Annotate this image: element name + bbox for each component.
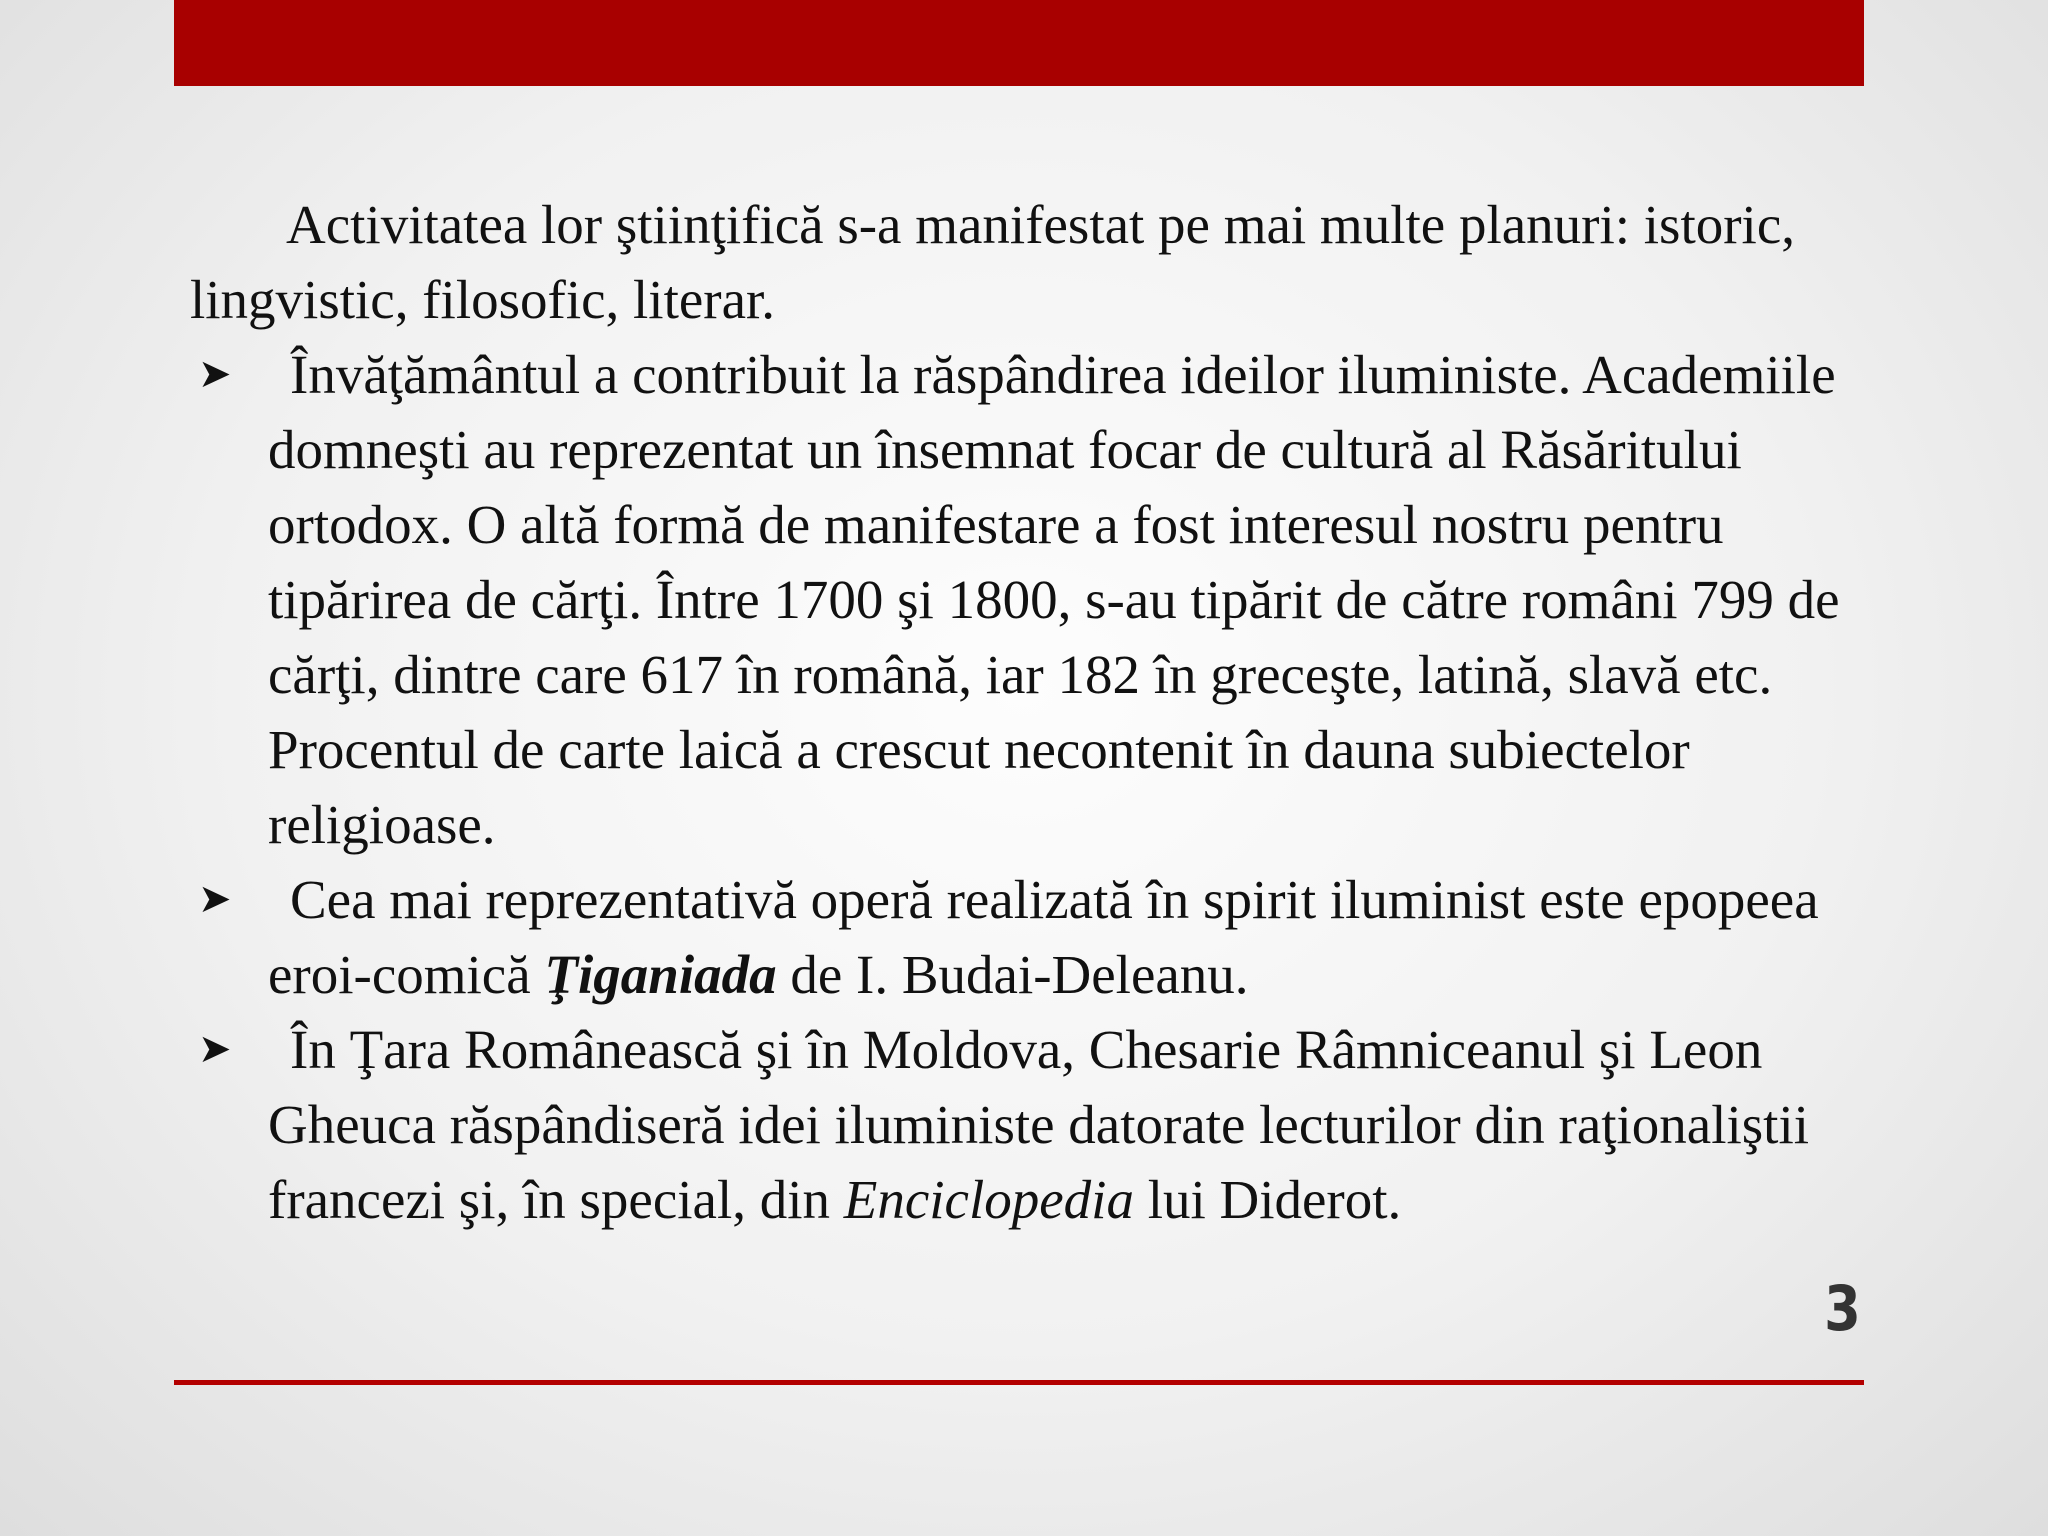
work-title: Enciclopedia — [843, 1169, 1134, 1230]
bullet-item-tiganiada — [190, 862, 1890, 1012]
work-title: Ţiganiada — [544, 944, 777, 1005]
bullet-item-enlightenment-ideas — [190, 1012, 1890, 1237]
bullet-text-after: de I. Budai-Deleanu. — [776, 944, 1249, 1005]
bullet-text-before: Cea mai reprezentativă operă realizată în spirit iluminist este epopeea eroi-comică — [268, 869, 1819, 1005]
arrowhead-bullet-icon: ➤ — [198, 351, 232, 397]
intro-paragraph: Activitatea lor ştiinţifică s-a manifestat pe mai multe planuri: istoric, lingvistic, filosofic, literar. — [190, 194, 1795, 330]
arrowhead-bullet-icon: ➤ — [198, 1026, 232, 1072]
bottom-divider — [174, 1380, 1864, 1385]
bullet-text-before: În Ţara Românească şi în Moldova, Chesarie Râmniceanul şi Leon Gheuca răspândiseră idei iluministe datorate lecturilor din raţionaliştii francezi şi, în special, din — [268, 1019, 1810, 1230]
slide-content — [190, 187, 1890, 1237]
page-number: 3 — [1824, 1272, 1859, 1345]
arrowhead-bullet-icon: ➤ — [198, 876, 232, 922]
top-accent-bar — [174, 0, 1864, 86]
bullet-item-education — [190, 337, 1890, 862]
bullet-text-after: lui Diderot. — [1133, 1169, 1402, 1230]
bullet-text: Învăţământul a contribuit la răspândirea ideilor iluministe. Academiile domneşti au reprezentat un însemnat focar de cultură al Răsăritului ortodox. O altă formă de manifestare a fost interesul nostru pentru tipărirea de cărţi. Între 1700 şi 1800, s-au tipărit de către români 799 de cărţi, dintre care 617 în română, iar 182 în greceşte, latină, slavă etc. Procentul de carte laică a crescut necontenit în dauna subiectelor religioase. — [268, 344, 1840, 855]
bullet-list — [190, 337, 1890, 1237]
